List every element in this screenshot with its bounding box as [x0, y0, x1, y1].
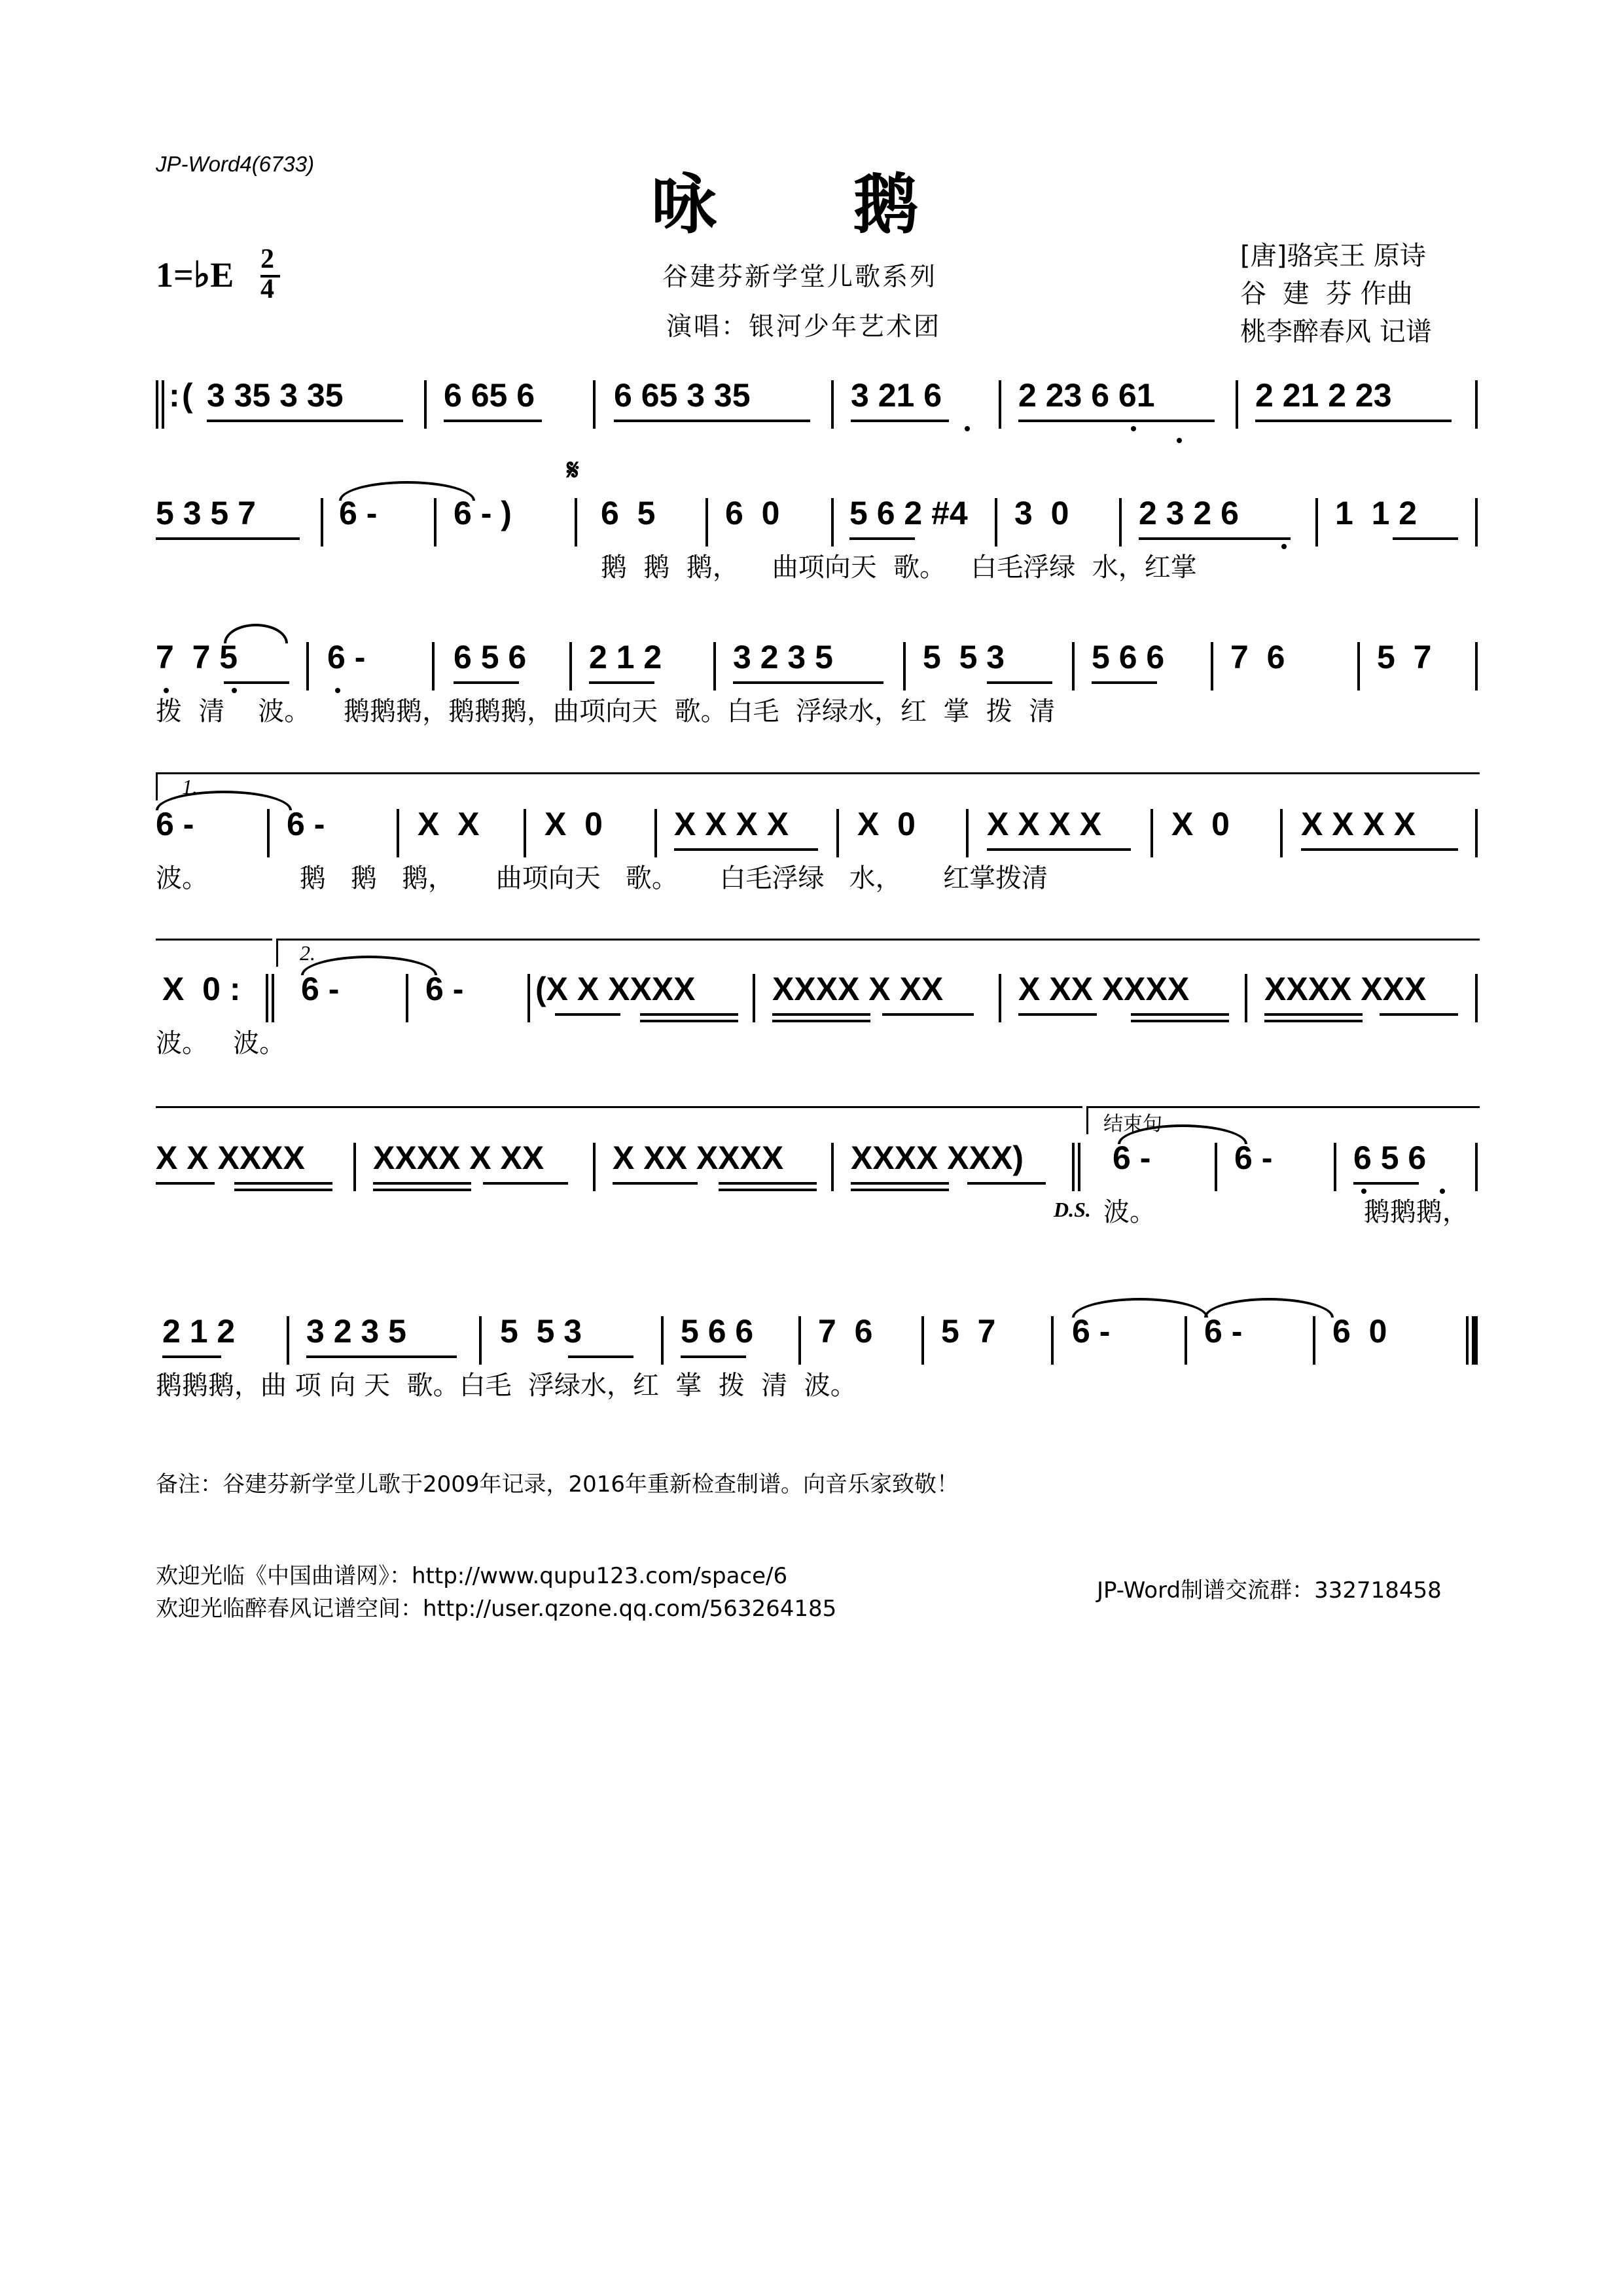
measure-38: XXXX X XX — [772, 971, 944, 1007]
barline — [1236, 380, 1238, 429]
repeat-start-barline — [156, 380, 165, 429]
beam — [483, 1182, 568, 1185]
measure-33: X X X X — [1301, 806, 1416, 842]
score-row-3 — [156, 638, 1478, 726]
final-barline — [1466, 1316, 1475, 1365]
barline — [1475, 809, 1478, 857]
second-ending-label: 2. — [300, 941, 315, 965]
barline — [1215, 1143, 1217, 1191]
barline — [306, 642, 309, 691]
barline — [1119, 498, 1122, 547]
ending-bracket-line — [156, 939, 272, 941]
beam — [234, 1182, 332, 1185]
barline — [831, 1143, 834, 1191]
beam — [207, 420, 403, 422]
measure-4: 3 21 6 — [851, 377, 942, 414]
score-row-6 — [156, 1139, 1478, 1227]
beam — [156, 1182, 215, 1185]
measure-56: 6 0 — [1332, 1313, 1387, 1350]
measure-49: 3 2 3 5 — [306, 1313, 406, 1350]
beam — [1018, 420, 1215, 422]
measure-47: 6 5 6 — [1353, 1139, 1427, 1176]
segno-sign: 𝄋 — [567, 454, 579, 487]
series-label: 谷建芬新学堂儿歌系列 — [662, 262, 938, 292]
measure-25: 6 - — [156, 806, 194, 842]
lyric-line-2: 鹅 鹅 鹅， 曲项向天 歌。 白毛浮绿 水，红掌 — [601, 552, 1197, 583]
credit-transcriber: 桃李醉春风 记谱 — [1240, 317, 1432, 347]
score-row-5 — [156, 970, 1478, 1058]
beam — [681, 1355, 746, 1358]
beam — [719, 1182, 817, 1185]
barline — [966, 809, 969, 857]
measure-55: 6 - — [1204, 1313, 1243, 1350]
barline — [1357, 642, 1360, 691]
barline — [1334, 1143, 1336, 1191]
measure-6: 2 21 2 23 — [1255, 377, 1392, 414]
barline — [999, 380, 1001, 429]
measure-7: 5 3 5 7 — [156, 495, 256, 531]
measure-34: X 0 : — [162, 971, 241, 1007]
measure-13: 3 0 — [1014, 495, 1069, 531]
measure-54: 6 - — [1072, 1313, 1111, 1350]
barline — [434, 498, 437, 547]
score-row-7 — [156, 1312, 1478, 1401]
measure-14: 2 3 2 6 — [1139, 495, 1239, 531]
barline — [1150, 809, 1153, 857]
measure-48: 2 1 2 — [162, 1313, 236, 1350]
beam — [568, 1355, 633, 1358]
measure-45: 6 - — [1113, 1139, 1151, 1176]
measure-19: 2 1 2 — [589, 639, 662, 675]
barline — [995, 498, 997, 547]
lyric-line-4: 波。 鹅 鹅 鹅， 曲项向天 歌。 白毛浮绿 水， 红掌拨清 — [156, 863, 1048, 893]
measure-29: X X X X — [674, 806, 789, 842]
barline — [1475, 974, 1478, 1022]
measure-31: X X X X — [987, 806, 1102, 842]
octave-dot — [1131, 426, 1136, 431]
barline — [569, 642, 572, 691]
octave-dot — [1177, 438, 1182, 443]
lyric-line-3: 拨 清 波。 鹅鹅鹅，鹅鹅鹅，曲项向天 歌。白毛 浮绿水，红 掌 拨 清 — [156, 696, 1056, 726]
ds-marking: D.S. — [1054, 1198, 1091, 1221]
measure-43: X XX XXXX — [613, 1139, 784, 1176]
measure-11: 6 0 — [725, 495, 780, 531]
repeat-dots: : — [169, 377, 180, 414]
beam — [614, 420, 810, 422]
beam — [1353, 1182, 1419, 1185]
measure-32: X 0 — [1171, 806, 1230, 842]
beam — [849, 537, 915, 540]
octave-dot — [1281, 544, 1287, 549]
beam — [1301, 848, 1458, 851]
measure-30: X 0 — [857, 806, 916, 842]
beam — [1131, 1013, 1229, 1016]
barline — [1475, 1143, 1478, 1191]
measure-21: 5 5 3 — [923, 639, 1005, 675]
measure-2: 6 65 6 — [444, 377, 535, 414]
coda-bracket-line — [156, 1106, 1082, 1108]
beam — [454, 681, 519, 684]
beam — [162, 1355, 221, 1358]
barline — [397, 809, 399, 857]
beam — [851, 1189, 949, 1191]
coda-label: 结束句 — [1103, 1113, 1162, 1136]
time-signature-bottom: 4 — [260, 274, 274, 304]
beam — [1393, 537, 1458, 540]
barline — [1072, 642, 1075, 691]
measure-22: 5 6 6 — [1092, 639, 1165, 675]
beam — [1380, 1013, 1458, 1016]
measure-27: X X — [418, 806, 480, 842]
lyric-line-6: 波。 鹅鹅鹅， — [1103, 1197, 1469, 1227]
measure-10: 6 5 — [601, 495, 656, 531]
software-label: JP-Word4(6733) — [156, 152, 315, 176]
beam — [1139, 537, 1291, 540]
barline — [661, 1316, 664, 1365]
barline — [1475, 642, 1478, 691]
beam — [1255, 420, 1452, 422]
barline — [267, 809, 270, 857]
measure-9: 6 - ) — [454, 495, 512, 531]
beam — [640, 1020, 738, 1022]
score-row-4 — [156, 805, 1478, 893]
measure-20: 3 2 3 5 — [733, 639, 833, 675]
measure-3: 6 65 3 35 — [614, 377, 751, 414]
barline — [921, 1316, 924, 1365]
measure-26: 6 - — [287, 806, 325, 842]
barline — [593, 1143, 596, 1191]
barline — [713, 642, 716, 691]
beam — [1264, 1013, 1363, 1016]
barline — [1185, 1316, 1187, 1365]
section-double-barline — [1072, 1143, 1081, 1191]
measure-1: 3 35 3 35 — [207, 377, 344, 414]
barline — [479, 1316, 482, 1365]
barline — [527, 974, 530, 1022]
beam — [772, 1013, 870, 1016]
beam — [1131, 1020, 1229, 1022]
remark-text: 备注：谷建芬新学堂儿歌于2009年记录，2016年重新检查制谱。向音乐家致敬！ — [156, 1471, 959, 1498]
barline — [1313, 1316, 1315, 1365]
barline — [353, 1143, 356, 1191]
barline — [1051, 1316, 1054, 1365]
beam — [1264, 1020, 1363, 1022]
beam — [967, 1182, 1046, 1185]
measure-18: 6 5 6 — [454, 639, 527, 675]
credit-composer: 谷 建 芬 作曲 — [1240, 279, 1413, 309]
beam — [613, 1182, 698, 1185]
measure-40: XXXX XXX — [1264, 971, 1427, 1007]
barline — [593, 380, 596, 429]
beam — [733, 681, 883, 684]
repeat-end-barline — [266, 974, 275, 1022]
performer-label: 演唱：银河少年艺术团 — [666, 312, 942, 342]
barline — [753, 974, 755, 1022]
beam — [444, 420, 542, 422]
barline — [798, 1316, 801, 1365]
barline — [432, 642, 435, 691]
lyric-line-5: 波。 波。 — [156, 1028, 286, 1058]
barline — [287, 1316, 289, 1365]
slur — [224, 624, 288, 643]
website-link-2[interactable]: 欢迎光临醉春风记谱空间：http://user.qzone.qq.com/563264185 — [156, 1596, 837, 1622]
first-ending-bracket — [156, 772, 1480, 800]
score-row-1 — [156, 376, 1478, 448]
beam — [987, 848, 1131, 851]
beam — [851, 1182, 949, 1185]
measure-50: 5 5 3 — [500, 1313, 582, 1350]
beam — [719, 1189, 817, 1191]
measure-42: XXXX X XX — [373, 1139, 544, 1176]
beam — [373, 1189, 471, 1191]
page-title: 咏 鹅 — [651, 166, 919, 243]
measure-8: 6 - — [339, 495, 378, 531]
beam — [851, 420, 949, 422]
barline — [705, 498, 708, 547]
group-info: JP-Word制谱交流群：332718458 — [1097, 1577, 1442, 1604]
measure-37: (X X XXXX — [535, 971, 696, 1007]
credit-poet: [唐]骆宾王 原诗 — [1240, 241, 1426, 271]
barline — [999, 974, 1001, 1022]
barline — [1315, 498, 1318, 547]
barline — [321, 498, 323, 547]
first-ending-label: 1. — [182, 775, 198, 798]
beam — [674, 848, 818, 851]
score-row-2 — [156, 454, 1478, 583]
barline — [1475, 380, 1478, 429]
barline — [903, 642, 906, 691]
measure-39: X XX XXXX — [1018, 971, 1190, 1007]
barline — [575, 498, 577, 547]
lyric-line-7: 鹅鹅鹅，曲 项 向 天 歌。白毛 浮绿水，红 掌 拨 清 波。 — [156, 1371, 857, 1401]
second-ending-bracket — [276, 939, 1480, 967]
beam — [373, 1182, 471, 1185]
barline — [831, 498, 834, 547]
measure-28: X 0 — [544, 806, 603, 842]
barline — [424, 380, 427, 429]
beam — [234, 1189, 332, 1191]
barline — [406, 974, 408, 1022]
barline — [1475, 498, 1478, 547]
measure-44: XXXX XXX) — [851, 1139, 1024, 1176]
measure-23: 7 6 — [1230, 639, 1285, 675]
beam — [772, 1020, 870, 1022]
measure-24: 5 7 — [1377, 639, 1432, 675]
measure-53: 5 7 — [941, 1313, 996, 1350]
beam — [987, 681, 1052, 684]
barline — [836, 809, 839, 857]
credits — [1240, 237, 1432, 351]
barline — [1211, 642, 1213, 691]
beam — [555, 1013, 620, 1016]
measure-35: 6 - — [301, 971, 340, 1007]
measure-41: X X XXXX — [156, 1139, 305, 1176]
measure-51: 5 6 6 — [681, 1313, 754, 1350]
measure-52: 7 6 — [818, 1313, 873, 1350]
measure-12: 5 6 2 #4 — [849, 495, 968, 531]
beam — [224, 681, 289, 684]
beam — [306, 1355, 457, 1358]
measure-15: 1 1 2 — [1335, 495, 1418, 531]
beam — [1018, 1013, 1097, 1016]
barline — [524, 809, 526, 857]
website-link-1[interactable]: 欢迎光临《中国曲谱网》：http://www.qupu123.com/space/6 — [156, 1563, 788, 1589]
measure-46: 6 - — [1234, 1139, 1273, 1176]
beam — [1092, 681, 1157, 684]
beam — [882, 1013, 974, 1016]
barline — [831, 380, 834, 429]
barline — [1245, 974, 1247, 1022]
measure-17: 6 - — [327, 639, 366, 675]
key-signature: 1=♭E — [156, 255, 234, 295]
barline — [1280, 809, 1283, 857]
measure-5: 2 23 6 61 — [1018, 377, 1155, 414]
open-paren: ( — [182, 377, 193, 414]
measure-16: 7 7 5 — [156, 639, 238, 675]
time-signature-top: 2 — [260, 244, 274, 274]
octave-dot — [965, 426, 970, 431]
measure-36: 6 - — [425, 971, 464, 1007]
beam — [156, 537, 300, 540]
barline — [654, 809, 657, 857]
beam — [589, 681, 654, 684]
beam — [640, 1013, 738, 1016]
